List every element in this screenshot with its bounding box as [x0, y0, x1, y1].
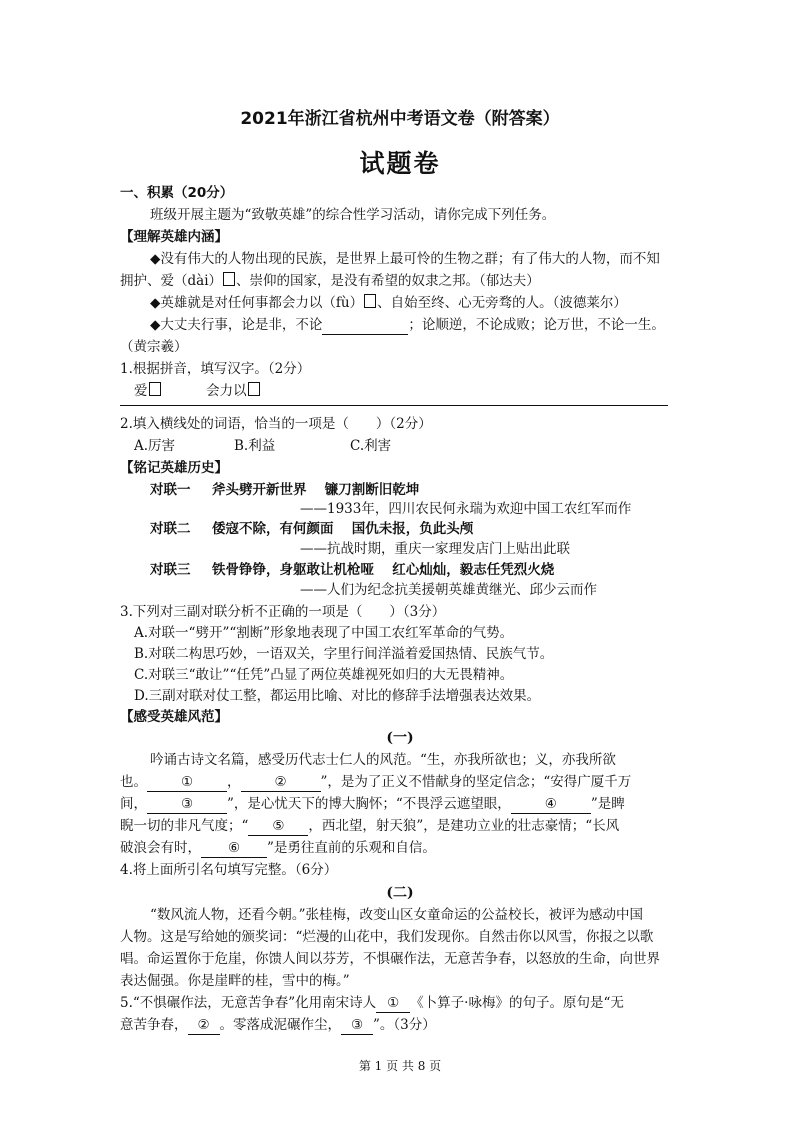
question-3-option-b: B.对联二构思巧妙，一语双关，字里行间洋溢着爱国热情、民族气节。 [134, 646, 554, 662]
couplet-1-label: 对联一 [150, 482, 191, 498]
answer-label-ai: 爱 [134, 383, 148, 399]
couplet-1-text: 斧头劈开新世界 镰刀割断旧乾坤 [212, 482, 420, 498]
passage-2-line-1: “数风流人物，还看今朝。”张桂梅，改变山区女童命运的公益校长，被评为感动中国 [150, 907, 644, 923]
question-3-option-d: D.三副对联对仗工整，都运用比喻、对比的修辞手法增强表达效果。 [134, 688, 541, 704]
couplet-2-label: 对联二 [150, 521, 191, 537]
passage-text: 破浪会有时， [120, 840, 201, 856]
quote-3-text-a: ◆大丈夫行事，论是非，不论 [150, 317, 323, 333]
quote-2 [150, 293, 680, 313]
question-1: 1.根据拼音，填写汉字。（2分） [120, 361, 311, 377]
quote-2-text-a: ◆英雄就是对任何事都会力以（fù） [150, 295, 364, 311]
couplet-3 [150, 560, 680, 580]
blank-2: ② [241, 774, 321, 792]
question-text: ”。（3分） [373, 1017, 436, 1033]
quote-3-text-b: ；论顺逆，不论成败；论万世，不论一生。 [408, 317, 665, 333]
blank-4: ④ [511, 796, 591, 814]
option-b: B.利益 [234, 438, 276, 454]
sub-title: 试题卷 [359, 149, 441, 178]
blank-box [364, 294, 376, 308]
blank-3: ③ [147, 796, 227, 814]
question-2: 2.填入横线处的词语，恰当的一项是（ ）（2分） [120, 416, 432, 432]
passage-1-line-4 [120, 816, 680, 836]
question-2-options [134, 436, 694, 456]
question-5-blank-3: ③ [341, 1017, 373, 1035]
section-heading: 一、积累（20分） [120, 185, 234, 201]
answer-label-fu: 会力以 [206, 383, 247, 399]
section-intro: 班级开展主题为“致敬英雄”的综合性学习活动，请你完成下列任务。 [150, 207, 556, 223]
passage-2-line-2: 人物。这是写给她的颁奖词：“烂漫的山花中，我们发现你。自然击你以风雪，你报之以歌 [120, 929, 654, 945]
passage-text: 也。 [120, 774, 147, 790]
couplet-1 [150, 480, 680, 500]
passage-1-line-5 [120, 838, 680, 858]
page-footer: 第 1 页 共 8 页 [358, 1059, 442, 1073]
couplet-3-text: 铁骨铮铮，身躯敢让机枪哑 红心灿灿，毅志任凭烈火烧 [212, 562, 555, 578]
question-text: 意苦争春， [120, 1017, 188, 1033]
option-c: C.利害 [350, 438, 392, 454]
question-3-option-c: C.对联三“敢让”“任凭”凸显了两位英雄视死如归的大无畏精神。 [134, 667, 514, 683]
passage-text: 睨一切的非凡气度；“ [120, 818, 249, 834]
question-3: 3.下列对三副对联分析不正确的一项是（ ）（3分） [120, 604, 446, 620]
question-text: 5.“不惧碾作法，无意苦争春”化用南宋诗人 [120, 995, 377, 1011]
passage-text: 间， [120, 796, 147, 812]
quote-1-line-2 [120, 271, 680, 291]
couplet-1-source: ——1933年，四川农民何永瑞为欢迎中国工农红军而作 [300, 501, 632, 517]
subsection-1-heading: (一) [386, 730, 414, 746]
passage-text: ”是勇往直前的乐观和自信。 [267, 840, 436, 856]
blank-box [223, 272, 235, 286]
couplet-2-source: ——抗战时期，重庆一家理发店门上贴出此联 [300, 541, 570, 557]
blank-box [248, 382, 260, 396]
part-heading-style: 【感受英雄风范】 [120, 709, 228, 725]
subsection-2-heading: (二) [386, 885, 414, 901]
option-a: A.厉害 [134, 438, 176, 454]
part-heading-history: 【铭记英雄历史】 [120, 460, 228, 476]
question-3-option-a: A.对联一“劈开”“割断”形象地表现了中国工农红军革命的气势。 [134, 625, 514, 641]
quote-1-text-b: 、崇仰的国家，是没有希望的奴隶之邦。（郁达夫） [236, 273, 540, 289]
passage-2-line-4: 表达倔强。你是崖畔的桂，雪中的梅。” [120, 973, 350, 989]
blank-6: ⑥ [201, 840, 267, 858]
fill-blank-line [322, 317, 408, 335]
blank-box [149, 382, 161, 396]
quote-2-text-b: 、自始至终、心无旁骛的人。（波德莱尔） [377, 295, 627, 311]
blank-5: ⑤ [248, 818, 308, 836]
passage-1-line-1: 吟诵古诗文名篇，感受历代志士仁人的风范。“生，亦我所欲也；义，亦我所欲 [150, 752, 616, 768]
passage-text: ，西北望，射天狼”，是建功立业的壮志豪情；“长风 [308, 818, 620, 834]
couplet-2 [150, 519, 680, 539]
passage-text: ”，是为了正义不惜献身的坚定信念；“安得广厦千万 [320, 774, 632, 790]
quote-1-line-1: ◆没有伟大的人物出现的民族，是世界上最可怜的生物之群；有了伟大的人物，而不知 [150, 251, 660, 267]
question-text: 《卜算子·咏梅》的句子。原句是“无 [410, 995, 624, 1011]
couplet-3-label: 对联三 [150, 562, 191, 578]
question-5-blank-1: ① [376, 995, 410, 1013]
question-1-answers [134, 381, 694, 401]
question-5-blank-2: ② [188, 1017, 220, 1035]
couplet-3-source: ——人们为纪念抗美援朝英雄黄继光、邱少云而作 [300, 582, 597, 598]
passage-1-line-3 [120, 794, 680, 814]
quote-1-text-a: 拥护、爱（dài） [120, 273, 223, 289]
quote-3-source: （黄宗羲） [120, 339, 188, 355]
question-4: 4.将上面所引名句填写完整。（6分） [120, 862, 338, 878]
passage-text: ， [227, 774, 241, 790]
couplet-2-text: 倭寇不除，有何颜面 国仇未报，负此头颅 [212, 521, 474, 537]
question-text: 。零落成泥碾作尘， [219, 1017, 341, 1033]
question-5-line-2 [120, 1015, 680, 1035]
passage-2-line-3: 唱。命运置你于危崖，你馈人间以芬芳，不惧碾作法，无意苦争春，以怒放的生命，向世界 [120, 951, 660, 967]
passage-1-line-2 [120, 772, 680, 792]
document-title: 2021年浙江省杭州中考语文卷（附答案） [240, 109, 560, 129]
question-5-line-1 [120, 993, 680, 1013]
blank-1: ① [147, 774, 227, 792]
part-heading-understand: 【理解英雄内涵】 [120, 229, 228, 245]
passage-text: ”是睥 [590, 796, 625, 812]
answer-line [120, 405, 668, 406]
passage-text: ”，是心忧天下的博大胸怀；“不畏浮云遮望眼， [227, 796, 511, 812]
quote-3 [150, 315, 680, 335]
